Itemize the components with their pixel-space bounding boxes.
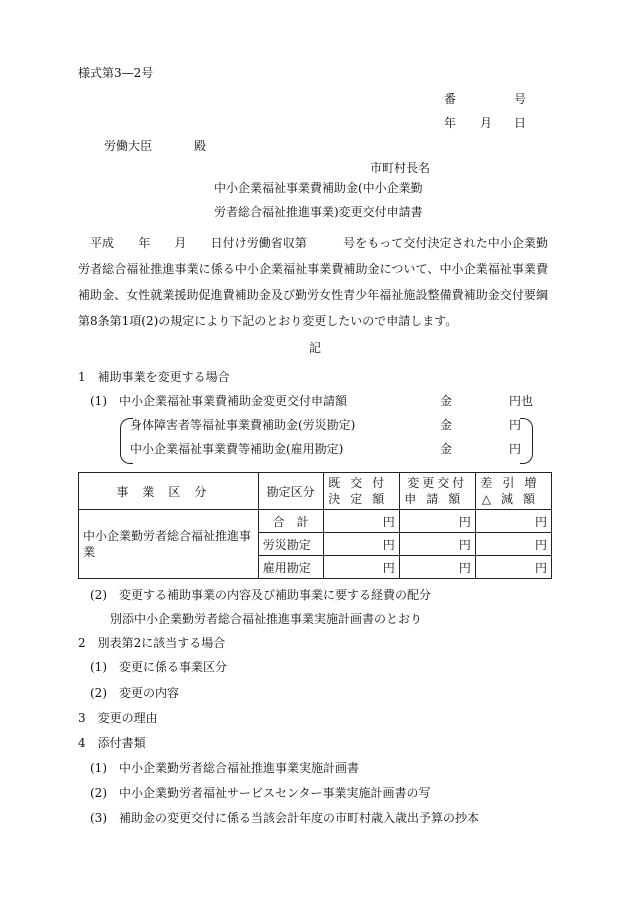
header-diff: [475, 473, 551, 510]
change-amount-cell: 円: [399, 510, 475, 533]
diff-amount-cell: 円: [475, 556, 551, 579]
subsidy-koyou-kin: 金: [440, 442, 453, 456]
table-row-total: [79, 510, 552, 533]
header-change-line2: 申請額: [404, 492, 471, 506]
existing-amount-cell: 円: [323, 510, 399, 533]
number-suffix: 号: [514, 92, 527, 106]
change-amount-cell: 円: [399, 533, 475, 556]
subsidy-rousai-yen: 円: [509, 418, 522, 432]
header-diff-line2: △減額: [481, 492, 546, 506]
section1-item2-text: 別添中小企業勤労者総合福祉推進事業実施計画書のとおり: [110, 612, 423, 626]
header-account: 勘定区分: [258, 473, 323, 510]
body-paragraph: 平成 年 月 日付け労働省収第 号をもって交付決定された中小企業勤労者総合福祉推進事業に係る中小企業福祉事業費補助金について、中小企業福祉事業費補助金、女性就業援助促進費補助金及び勤労女性青少年福祉施設整備費補助金交付要綱第8条第1項(2)の規定により下記のとおり変更したいので申請します。: [78, 236, 548, 328]
section1-heading: 1 補助事業を変更する場合: [78, 370, 230, 384]
section1-item1-kin: 金: [440, 394, 453, 408]
header-existing-line1: 既交付: [328, 476, 395, 490]
attachment-item: (1) 中小企業勤労者総合福祉推進事業実施計画書: [90, 761, 359, 775]
date-month: 月: [480, 116, 493, 130]
document-title-line1: 中小企業福祉事業費補助金(中小企業勤: [214, 181, 423, 195]
section3-heading: 3 変更の理由: [78, 711, 158, 725]
account-cell: 合 計: [258, 510, 323, 533]
form-number: 様式第3—2号: [78, 66, 154, 80]
date-year: 年: [444, 116, 457, 130]
addressee: 労働大臣: [104, 139, 153, 153]
header-existing: [323, 473, 399, 510]
right-brace: [520, 418, 533, 464]
header-change: [399, 473, 475, 510]
section2-item1: (1) 変更に係る事業区分: [90, 660, 227, 674]
section1-item1: (1) 中小企業福祉事業費補助金変更交付申請額: [90, 394, 347, 408]
diff-amount-cell: 円: [475, 533, 551, 556]
account-cell: 労災勘定: [258, 533, 323, 556]
category-cell: 中小企業勤労者総合福祉推進事業: [79, 510, 259, 579]
existing-amount-cell: 円: [323, 556, 399, 579]
section4-heading: 4 添付書類: [78, 736, 146, 750]
subsidy-koyou-yen: 円: [509, 442, 522, 456]
subsidy-rousai-label: 身体障害者等福祉事業費補助金(労災勘定): [130, 418, 356, 432]
subsidy-rousai-kin: 金: [440, 418, 453, 432]
attachment-item: (2) 中小企業勤労者福祉サービスセンター事業実施計画書の写: [90, 786, 431, 800]
header-existing-line2: 決定額: [328, 492, 395, 506]
header-diff-line1: 差引増: [480, 476, 547, 490]
ki-heading: 記: [309, 341, 322, 355]
account-cell: 雇用勘定: [258, 556, 323, 579]
subsidy-koyou-label: 中小企業福祉事業費等補助金(雇用勘定): [130, 442, 344, 456]
date-day: 日: [514, 116, 527, 130]
section2-heading: 2 別表第2に該当する場合: [78, 636, 226, 650]
diff-amount-cell: 円: [475, 510, 551, 533]
change-amount-cell: 円: [399, 556, 475, 579]
number-label: 番: [444, 92, 457, 106]
section1-item2: (2) 変更する補助事業の内容及び補助事業に要する経費の配分: [90, 588, 432, 602]
header-change-line1: 変更交付: [407, 476, 468, 490]
section2-item2: (2) 変更の内容: [90, 686, 179, 700]
existing-amount-cell: 円: [323, 533, 399, 556]
document-title-line2: 労者総合福祉推進事業)変更交付申請書: [214, 205, 423, 219]
applicant-name: 市町村長名: [370, 161, 431, 175]
header-category: 事業区分: [79, 473, 259, 510]
attachment-item: (3) 補助金の変更交付に係る当該会計年度の市町村歳入歳出予算の抄本: [90, 811, 480, 825]
section1-item1-yen: 円也: [509, 394, 534, 408]
honorific: 殿: [194, 139, 207, 153]
change-table: [78, 472, 552, 579]
